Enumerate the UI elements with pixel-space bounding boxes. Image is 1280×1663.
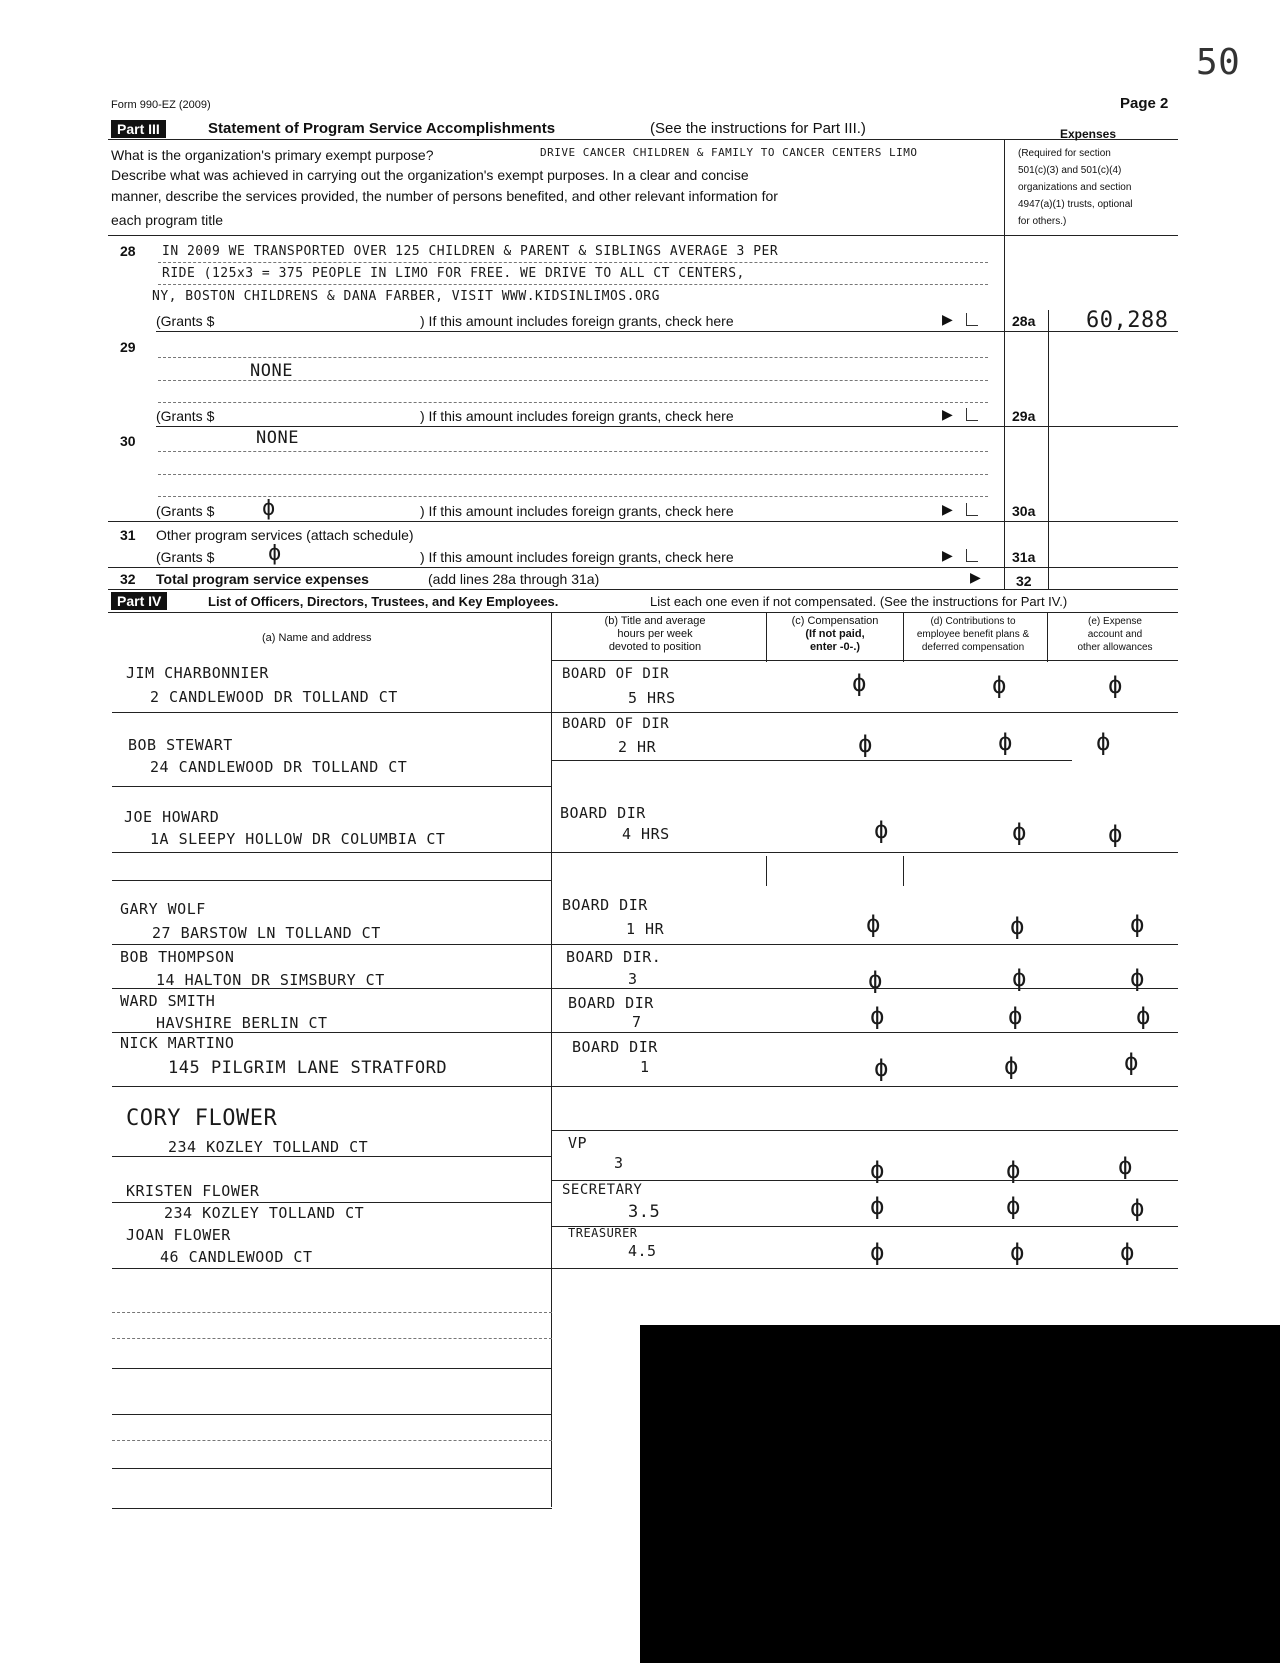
line-28-foreign-checkbox[interactable] — [966, 313, 978, 326]
table-row — [0, 990, 1280, 1034]
fill-line — [158, 451, 988, 452]
line-29-foreign-text: ) If this amount includes foreign grants, check here — [420, 408, 734, 424]
rule — [108, 235, 1178, 236]
officer-contributions: ϕ — [1012, 818, 1027, 846]
officer-hours: 7 — [632, 1013, 642, 1031]
col-d-header-line: (d) Contributions to — [930, 616, 1016, 627]
officer-address: 1A SLEEPY HOLLOW DR COLUMBIA CT — [150, 830, 446, 848]
officer-contributions: ϕ — [992, 671, 1007, 699]
describe-line-3: each program title — [111, 212, 224, 228]
purpose-question: What is the organization's primary exempt purpose? — [111, 147, 434, 163]
officer-title: BOARD DIR — [560, 804, 646, 822]
officer-address: 24 CANDLEWOOD DR TOLLAND CT — [150, 758, 408, 776]
col-a-header: (a) Name and address — [262, 632, 372, 644]
rule — [108, 139, 1178, 140]
line-32-code: 32 — [1016, 573, 1032, 589]
officer-hours: 3 — [628, 970, 638, 988]
officer-contributions: ϕ — [998, 728, 1013, 756]
rule — [108, 567, 1178, 568]
line-30-text: NONE — [256, 428, 299, 448]
expenses-note-line: 4947(a)(1) trusts, optional — [1018, 199, 1133, 210]
describe-line-1: Describe what was achieved in carrying out the organization's exempt purposes. In a clear and concise — [111, 167, 749, 183]
row-rule — [552, 1032, 1178, 1033]
officer-compensation: ϕ — [870, 1192, 885, 1220]
table-row — [0, 714, 1280, 774]
fill-line — [158, 474, 988, 475]
officer-address: 2 CANDLEWOOD DR TOLLAND CT — [150, 688, 398, 706]
officer-name: CORY FLOWER — [126, 1106, 278, 1131]
row-rule — [552, 1130, 1178, 1131]
officer-address: 234 KOZLEY TOLLAND CT — [168, 1138, 369, 1156]
table-row — [0, 800, 1280, 856]
col-divider-b — [766, 612, 767, 662]
empty-row-rule — [112, 1312, 552, 1313]
expenses-note — [1018, 145, 1133, 230]
row-rule — [552, 1226, 1178, 1227]
officer-name: GARY WOLF — [120, 900, 206, 918]
line-30-number: 30 — [120, 433, 136, 449]
officer-name: JOE HOWARD — [124, 808, 220, 826]
officer-compensation: ϕ — [866, 910, 881, 938]
arrow-icon: ▶ — [942, 501, 953, 517]
line-31-foreign-checkbox[interactable] — [966, 549, 978, 562]
row-rule — [552, 988, 1178, 989]
row-rule — [112, 1202, 552, 1203]
officer-expense: ϕ — [1108, 820, 1123, 848]
officer-compensation: ϕ — [874, 1054, 889, 1082]
officer-hours: 1 HR — [626, 920, 665, 938]
officer-title: SECRETARY — [562, 1182, 643, 1198]
line-30-grants-value: ϕ — [262, 496, 276, 521]
line-31-foreign-text: ) If this amount includes foreign grants, check here — [420, 549, 734, 565]
rule — [156, 331, 1006, 332]
col-c-header-line: (c) Compensation — [791, 615, 879, 627]
col-c-header-line: enter -0-.) — [809, 641, 861, 653]
col-e-header-line: account and — [1087, 629, 1143, 640]
rule — [108, 521, 1178, 522]
form-name: Form 990-EZ (2009) — [111, 99, 211, 111]
officer-address: 234 KOZLEY TOLLAND CT — [164, 1204, 365, 1222]
col-divider-c — [903, 612, 904, 662]
rule — [552, 660, 1178, 661]
expenses-note-line: organizations and section — [1018, 182, 1132, 193]
col-divider-b — [766, 856, 767, 886]
arrow-icon: ▶ — [970, 569, 981, 585]
officer-title: BOARD DIR — [572, 1038, 658, 1056]
line-31-label: Other program services (attach schedule) — [156, 527, 414, 543]
part4-title-rest: List each one even if not compensated. (See the instructions for Part IV.) — [650, 594, 1068, 609]
page-label: Page 2 — [1120, 95, 1169, 112]
empty-row-rule — [112, 1338, 552, 1339]
officer-name: KRISTEN FLOWER — [126, 1182, 260, 1200]
part4-badge: Part IV — [111, 592, 167, 610]
row-rule — [552, 760, 1072, 761]
officer-address: 27 BARSTOW LN TOLLAND CT — [152, 924, 381, 942]
col-b-header-line: (b) Title and average — [604, 615, 706, 627]
fill-line — [158, 380, 988, 381]
row-rule — [552, 712, 1178, 713]
officer-compensation: ϕ — [868, 966, 883, 994]
line-29-text: NONE — [250, 361, 293, 381]
officer-title: BOARD OF DIR — [562, 716, 670, 732]
officer-expense: ϕ — [1096, 728, 1111, 756]
empty-row-rule — [112, 1468, 552, 1469]
line-28-text-1: IN 2009 WE TRANSPORTED OVER 125 CHILDREN & PARENT & SIBLINGS AVERAGE 3 PER — [162, 244, 779, 259]
officer-expense: ϕ — [1136, 1002, 1151, 1030]
purpose-answer: DRIVE CANCER CHILDREN & FAMILY TO CANCER CENTERS LIMO — [540, 146, 918, 159]
officer-contributions: ϕ — [1006, 1156, 1021, 1184]
officer-expense: ϕ — [1118, 1152, 1133, 1180]
row-rule — [112, 1086, 1178, 1087]
officer-title: BOARD DIR. — [566, 948, 662, 966]
line-31-number: 31 — [120, 527, 136, 543]
line-30a-code: 30a — [1012, 503, 1036, 519]
empty-row-rule — [112, 1368, 552, 1369]
part3-badge: Part III — [111, 120, 166, 138]
col-divider-d — [1047, 612, 1048, 662]
officer-name: NICK MARTINO — [120, 1034, 235, 1052]
row-rule — [112, 786, 552, 787]
line-32-label: Total program service expenses — [156, 571, 369, 587]
officer-hours: 1 — [640, 1058, 650, 1076]
row-rule — [112, 1268, 1178, 1269]
row-rule — [112, 944, 552, 945]
officer-name: JOAN FLOWER — [126, 1226, 231, 1244]
officer-compensation: ϕ — [870, 1156, 885, 1184]
officer-hours: 2 HR — [618, 738, 657, 756]
expenses-code-divider — [1048, 310, 1049, 589]
officer-address: 14 HALTON DR SIMSBURY CT — [156, 971, 385, 989]
row-rule — [112, 1032, 552, 1033]
officer-contributions: ϕ — [1010, 1238, 1025, 1266]
officer-contributions: ϕ — [1004, 1052, 1019, 1080]
line-28-foreign-text: ) If this amount includes foreign grants, check here — [420, 313, 734, 329]
line-30-foreign-text: ) If this amount includes foreign grants, check here — [420, 503, 734, 519]
arrow-icon: ▶ — [942, 311, 953, 327]
line-28-text-3: NY, BOSTON CHILDRENS & DANA FARBER, VISIT WWW.KIDSINLIMOS.ORG — [152, 289, 660, 304]
officer-address: HAVSHIRE BERLIN CT — [156, 1014, 328, 1032]
row-rule — [552, 944, 1178, 945]
col-d-header-line: deferred compensation — [921, 642, 1025, 653]
table-row — [0, 664, 1280, 714]
col-e-header — [1050, 615, 1180, 654]
officer-name: BOB STEWART — [128, 736, 233, 754]
row-rule — [552, 852, 1178, 853]
officer-compensation: ϕ — [870, 1002, 885, 1030]
col-d-header-line: employee benefit plans & — [916, 629, 1030, 640]
officer-compensation: ϕ — [874, 816, 889, 844]
handwritten-page-number: 50 — [1196, 42, 1241, 83]
table-row — [0, 1034, 1280, 1084]
officer-title: TREASURER — [568, 1226, 638, 1240]
line-29a-code: 29a — [1012, 408, 1036, 424]
line-30-foreign-checkbox[interactable] — [966, 503, 978, 516]
fill-line — [158, 402, 988, 403]
officer-contributions: ϕ — [1006, 1192, 1021, 1220]
fill-line — [158, 262, 988, 263]
officer-contributions: ϕ — [1012, 964, 1027, 992]
expenses-note-line: 501(c)(3) and 501(c)(4) — [1018, 165, 1122, 176]
line-30-grants-label: (Grants $ — [156, 503, 215, 519]
officer-expense: ϕ — [1108, 671, 1123, 699]
officer-hours: 3 — [614, 1154, 624, 1172]
officer-address: 145 PILGRIM LANE STRATFORD — [168, 1058, 448, 1078]
line-29-grants-label: (Grants $ — [156, 408, 215, 424]
officer-address: 46 CANDLEWOOD CT — [160, 1248, 313, 1266]
officer-compensation: ϕ — [852, 669, 867, 697]
fill-line — [158, 496, 988, 497]
empty-row-rule — [112, 1440, 552, 1441]
line-31-grants-label: (Grants $ — [156, 549, 215, 565]
row-rule — [112, 852, 552, 853]
col-b-header-line: devoted to position — [608, 641, 702, 653]
line-31a-code: 31a — [1012, 549, 1036, 565]
part3-title: Statement of Program Service Accomplishments — [208, 120, 556, 137]
rule — [108, 612, 1178, 613]
table-row — [0, 1226, 1280, 1270]
col-e-header-line: (e) Expense — [1088, 616, 1142, 627]
table-row — [0, 946, 1280, 994]
officer-hours: 3.5 — [628, 1202, 661, 1222]
col-c-header-line: (If not paid, — [805, 628, 865, 640]
empty-row-rule — [112, 1508, 552, 1509]
col-divider-c — [903, 856, 904, 886]
officer-title: BOARD OF DIR — [562, 666, 670, 682]
empty-row-rule — [112, 1414, 552, 1415]
col-d-header — [903, 615, 1043, 654]
line-29-foreign-checkbox[interactable] — [966, 408, 978, 421]
rule — [108, 589, 1178, 590]
fill-line — [158, 284, 988, 285]
row-rule — [552, 1180, 1178, 1181]
row-rule — [112, 1156, 552, 1157]
row-rule — [112, 712, 552, 713]
line-28-text-2: RIDE (125x3 = 375 PEOPLE IN LIMO FOR FREE. WE DRIVE TO ALL CT CENTERS, — [162, 266, 745, 281]
officer-expense: ϕ — [1124, 1048, 1139, 1076]
line-32-number: 32 — [120, 571, 136, 587]
officer-expense: ϕ — [1130, 1194, 1145, 1222]
part3-title-suffix: (See the instructions for Part III.) — [650, 120, 866, 137]
officer-compensation: ϕ — [858, 730, 873, 758]
line-32-label-rest: (add lines 28a through 31a) — [428, 571, 600, 587]
table-row — [0, 896, 1280, 946]
rule — [156, 426, 1178, 427]
line-28a-amount: 60,288 — [1086, 308, 1169, 333]
line-28-number: 28 — [120, 243, 136, 259]
part4-title: List of Officers, Directors, Trustees, and Key Employees. — [208, 594, 559, 609]
officer-compensation: ϕ — [870, 1238, 885, 1266]
officer-expense: ϕ — [1130, 910, 1145, 938]
officer-name: BOB THOMPSON — [120, 948, 235, 966]
expenses-header: Expenses — [1060, 127, 1117, 141]
col-b-header-line: hours per week — [617, 628, 693, 640]
expenses-note-line: (Required for section — [1018, 148, 1111, 159]
officer-expense: ϕ — [1120, 1238, 1135, 1266]
row-rule — [112, 880, 552, 881]
line-29-number: 29 — [120, 339, 136, 355]
officer-contributions: ϕ — [1010, 912, 1025, 940]
expenses-note-line: for others.) — [1018, 216, 1067, 227]
col-e-header-line: other allowances — [1077, 642, 1153, 653]
arrow-icon: ▶ — [942, 406, 953, 422]
officer-hours: 4 HRS — [622, 825, 670, 843]
officer-title: VP — [568, 1134, 588, 1152]
describe-line-2: manner, describe the services provided, the number of persons benefited, and other relevant information for — [111, 188, 778, 204]
fill-line — [158, 357, 988, 358]
col-c-header — [770, 615, 900, 654]
table-row — [0, 1106, 1280, 1182]
officer-hours: 4.5 — [628, 1242, 657, 1260]
line-31-grants-value: ϕ — [268, 541, 282, 566]
officer-name: WARD SMITH — [120, 992, 216, 1010]
redaction-block — [640, 1325, 1280, 1663]
row-rule — [112, 988, 552, 989]
col-b-header — [555, 615, 755, 654]
officer-expense: ϕ — [1130, 964, 1145, 992]
line-28a-code: 28a — [1012, 313, 1036, 329]
officer-contributions: ϕ — [1008, 1002, 1023, 1030]
line-28-grants-label: (Grants $ — [156, 313, 215, 329]
officer-title: BOARD DIR — [568, 994, 654, 1012]
officer-name: JIM CHARBONNIER — [126, 664, 269, 682]
officer-hours: 5 HRS — [628, 689, 676, 707]
officer-title: BOARD DIR — [562, 896, 648, 914]
rule — [1004, 331, 1178, 332]
arrow-icon: ▶ — [942, 547, 953, 563]
